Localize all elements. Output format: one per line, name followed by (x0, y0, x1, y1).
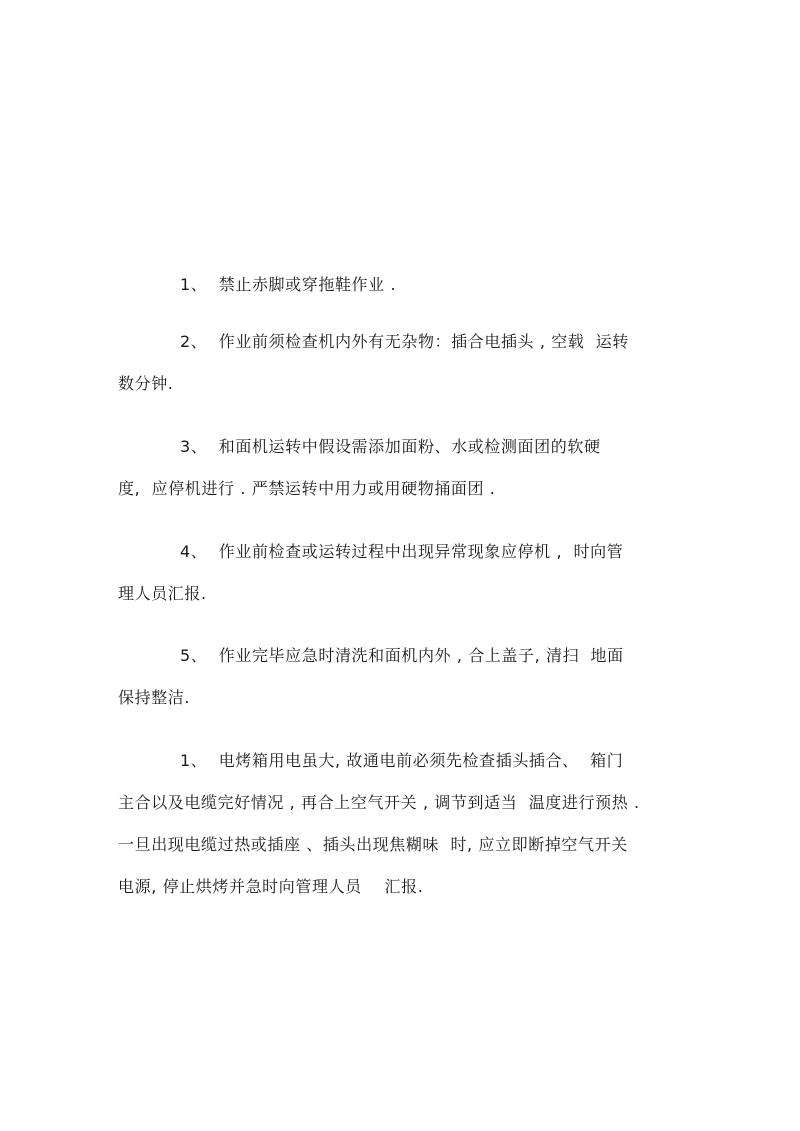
paragraph-5-line-1: 5、 作业完毕应急时清洗和面机内外 , 合上盖子, 清扫 地面 (180, 646, 624, 665)
paragraph-6-line-2: 主合以及电缆完好情况 , 再合上空气开关 , 调节到适当 温度进行预热 . (118, 793, 640, 812)
paragraph-3-line-2: 度, 应停机进行 . 严禁运转中用力或用硬物捅面团 . (118, 479, 496, 498)
paragraph-5-line-2: 保持整洁. (118, 688, 191, 707)
paragraph-4-line-1: 4、 作业前检查或运转过程中出现异常现象应停机 , 时向管 (180, 542, 624, 561)
paragraph-4-line-2: 理人员汇报. (118, 584, 207, 603)
paragraph-6-line-4: 电源, 停止烘烤并急时向管理人员 汇报. (118, 877, 424, 896)
paragraph-1-line-1: 1、 禁止赤脚或穿拖鞋作业 . (180, 275, 397, 294)
paragraph-3-line-1: 3、 和面机运转中假设需添加面粉、水或检测面团的软硬 (180, 437, 601, 456)
paragraph-6-line-3: 一旦出现电缆过热或插座 、插头出现焦糊味 时, 应立即断掉空气开关 (118, 835, 628, 854)
paragraph-6-line-1: 1、 电烤箱用电虽大, 故通电前必须先检查插头插合、 箱门 (180, 751, 624, 770)
paragraph-2-line-1: 2、 作业前须检查机内外有无杂物：插合电插头 , 空载 运转 (180, 332, 629, 351)
paragraph-2-line-2: 数分钟. (118, 374, 174, 393)
